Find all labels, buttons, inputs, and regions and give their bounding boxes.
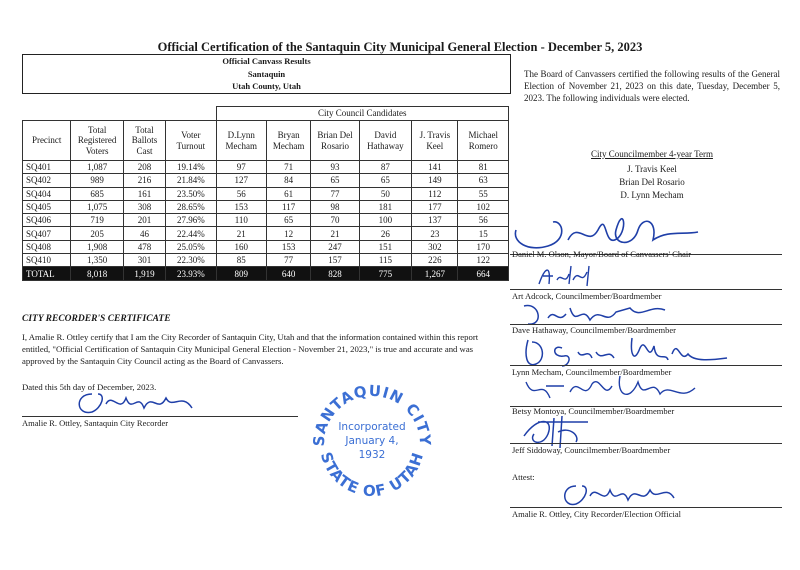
table-cell: 97	[216, 161, 266, 174]
table-cell: 85	[216, 254, 266, 267]
table-cell: 100	[359, 214, 412, 227]
table-cell: SQ405	[23, 200, 71, 213]
table-cell: 112	[412, 187, 458, 200]
canvass-header	[22, 54, 511, 94]
table-cell: SQ404	[23, 187, 71, 200]
table-cell: 301	[123, 254, 165, 267]
signatory-3: Dave Hathaway, Councilmember/Boardmember	[512, 325, 676, 335]
table-cell: 153	[267, 240, 311, 253]
col-candidate-4: David Hathaway	[359, 121, 412, 161]
table-cell: 21	[216, 227, 266, 240]
total-cell: 664	[458, 267, 509, 280]
signature-montoya	[520, 372, 720, 408]
signatory-4: Lynn Mecham, Councilmember/Boardmember	[512, 367, 672, 377]
table-cell: 27.96%	[166, 214, 216, 227]
table-cell: 63	[458, 174, 509, 187]
table-cell: 161	[123, 187, 165, 200]
table-cell: 216	[123, 174, 165, 187]
table-cell: SQ410	[23, 254, 71, 267]
table-cell: 77	[267, 254, 311, 267]
total-cell: 640	[267, 267, 311, 280]
table-cell: SQ407	[23, 227, 71, 240]
table-cell: 23	[412, 227, 458, 240]
signatory-1: Daniel M. Olson, Mayor/Board of Canvassers' Chair	[512, 249, 692, 259]
table-cell: 50	[359, 187, 412, 200]
table-cell: 157	[311, 254, 359, 267]
table-cell: 26	[359, 227, 412, 240]
table-cell: 65	[359, 174, 412, 187]
table-cell: 110	[216, 214, 266, 227]
table-cell: 1,087	[71, 161, 124, 174]
col-candidate-2: Bryan Mecham	[267, 121, 311, 161]
table-row	[23, 227, 509, 240]
seal-line-1: Incorporated	[338, 421, 406, 433]
table-cell: 170	[458, 240, 509, 253]
total-cell: 1,267	[412, 267, 458, 280]
table-row	[23, 214, 509, 227]
table-cell: 12	[267, 227, 311, 240]
table-cell: SQ406	[23, 214, 71, 227]
table-cell: 205	[71, 227, 124, 240]
table-cell: 19.14%	[166, 161, 216, 174]
recorder-body: I, Amalie R. Ottley certify that I am the City Recorder of Santaquin City, Utah and that the information contained within this report entitled, "Official Certification of Santaquin City Municipal General Election - November 21, 2023," is true and accurate and was approved by the Santaquin City Council acting as the Board of Canvassers.	[22, 332, 479, 366]
table-cell: 719	[71, 214, 124, 227]
table-cell: 71	[267, 161, 311, 174]
table-cell: 137	[412, 214, 458, 227]
col-turnout: Voter Turnout	[166, 121, 216, 161]
table-cell: 65	[267, 214, 311, 227]
table-cell: 160	[216, 240, 266, 253]
table-cell: 22.30%	[166, 254, 216, 267]
table-cell: 28.65%	[166, 200, 216, 213]
table-cell: 22.44%	[166, 227, 216, 240]
col-precinct: Precinct	[23, 121, 71, 161]
seal-line-3: 1932	[358, 449, 386, 461]
table-cell: 141	[412, 161, 458, 174]
table-cell: 117	[267, 200, 311, 213]
elected-3: D. Lynn Mecham	[620, 190, 684, 200]
col-candidate-5: J. Travis Keel	[412, 121, 458, 161]
table-cell: 122	[458, 254, 509, 267]
table-cell: 685	[71, 187, 124, 200]
attest-name: Amalie R. Ottley, City Recorder/Election Official	[512, 509, 682, 519]
table-row	[23, 254, 509, 267]
city-seal	[302, 370, 442, 510]
table-cell: 55	[458, 187, 509, 200]
table-cell: 177	[412, 200, 458, 213]
seal-bottom-text: STATE OF UTAH	[316, 449, 428, 501]
table-cell: 56	[216, 187, 266, 200]
table-cell: 25.05%	[166, 240, 216, 253]
table-cell: 84	[267, 174, 311, 187]
table-row	[23, 240, 509, 253]
col-candidate-1: D.Lynn Mecham	[216, 121, 266, 161]
table-cell: 98	[311, 200, 359, 213]
col-candidate-6: Michael Romero	[458, 121, 509, 161]
table-cell: 226	[412, 254, 458, 267]
table-cell: 81	[458, 161, 509, 174]
table-cell: 56	[458, 214, 509, 227]
table-cell: 151	[359, 240, 412, 253]
table-cell: SQ402	[23, 174, 71, 187]
term-title: City Councilmember 4-year Term	[591, 149, 713, 159]
table-cell: 127	[216, 174, 266, 187]
recorder-dated: Dated this 5th day of December, 2023.	[22, 382, 157, 392]
table-cell: 23.50%	[166, 187, 216, 200]
group-header: City Council Candidates	[216, 107, 508, 121]
table-cell: 77	[311, 187, 359, 200]
table-cell: 308	[123, 200, 165, 213]
table-cell: 181	[359, 200, 412, 213]
table-cell: 93	[311, 161, 359, 174]
total-cell: 828	[311, 267, 359, 280]
col-candidate-3: Brian Del Rosario	[311, 121, 359, 161]
table-cell: 46	[123, 227, 165, 240]
results-table	[22, 106, 509, 281]
table-cell: 1,908	[71, 240, 124, 253]
signatory-2: Art Adcock, Councilmember/Boardmember	[512, 291, 662, 301]
total-cell: 1,919	[123, 267, 165, 280]
signature-adcock	[535, 262, 595, 290]
table-cell: 478	[123, 240, 165, 253]
total-cell: 23.93%	[166, 267, 216, 280]
table-cell: 1,075	[71, 200, 124, 213]
table-cell: 302	[412, 240, 458, 253]
table-cell: 201	[123, 214, 165, 227]
table-cell: SQ408	[23, 240, 71, 253]
table-cell: 102	[458, 200, 509, 213]
total-cell: 809	[216, 267, 266, 280]
table-cell: 61	[267, 187, 311, 200]
total-cell: 775	[359, 267, 412, 280]
recorder-heading: CITY RECORDER'S CERTIFICATE	[22, 314, 171, 324]
table-cell: 115	[359, 254, 412, 267]
table-cell: 65	[311, 174, 359, 187]
table-cell: 989	[71, 174, 124, 187]
document-title: Official Certification of the Santaquin City Municipal General Election - December 5, 2023	[157, 40, 643, 54]
total-cell: 8,018	[71, 267, 124, 280]
table-row	[23, 174, 509, 187]
col-registered: Total Registered Voters	[71, 121, 124, 161]
table-cell: 153	[216, 200, 266, 213]
table-cell: 15	[458, 227, 509, 240]
table-cell: 1,350	[71, 254, 124, 267]
canvass-line-3: Utah County, Utah	[232, 81, 301, 91]
attest-label: Attest:	[512, 472, 535, 482]
col-ballots: Total Ballots Cast	[123, 121, 165, 161]
table-cell: 21	[311, 227, 359, 240]
total-row	[23, 267, 509, 280]
table-cell: 70	[311, 214, 359, 227]
elected-list	[524, 148, 780, 202]
elected-2: Brian Del Rosario	[619, 177, 685, 187]
table-cell: 149	[412, 174, 458, 187]
elected-1: J. Travis Keel	[627, 164, 677, 174]
table-cell: 87	[359, 161, 412, 174]
table-row	[23, 187, 509, 200]
seal-top-text: SANTAQUIN CITY	[309, 381, 435, 447]
table-row	[23, 161, 509, 174]
table-cell: 21.84%	[166, 174, 216, 187]
canvass-line-2: Santaquin	[247, 68, 286, 79]
table-cell: 208	[123, 161, 165, 174]
table-row	[23, 200, 509, 213]
recorder-name: Amalie R. Ottley, Santaquin City Recorder	[22, 418, 169, 428]
canvass-line-1: Official Canvass Results	[222, 56, 311, 66]
signatory-5: Betsy Montoya, Councilmember/Boardmember	[512, 406, 675, 416]
intro-text: The Board of Canvassers certified the following results of the General Election of November 21, 2023 on this date, Tuesday, December 5, 2023. The following individuals were elected.	[524, 69, 780, 103]
total-cell: TOTAL	[23, 267, 71, 280]
signatory-6: Jeff Siddoway, Councilmember/Boardmember	[512, 445, 671, 455]
table-cell: SQ401	[23, 161, 71, 174]
table-cell: 247	[311, 240, 359, 253]
seal-line-2: January 4,	[345, 435, 399, 447]
